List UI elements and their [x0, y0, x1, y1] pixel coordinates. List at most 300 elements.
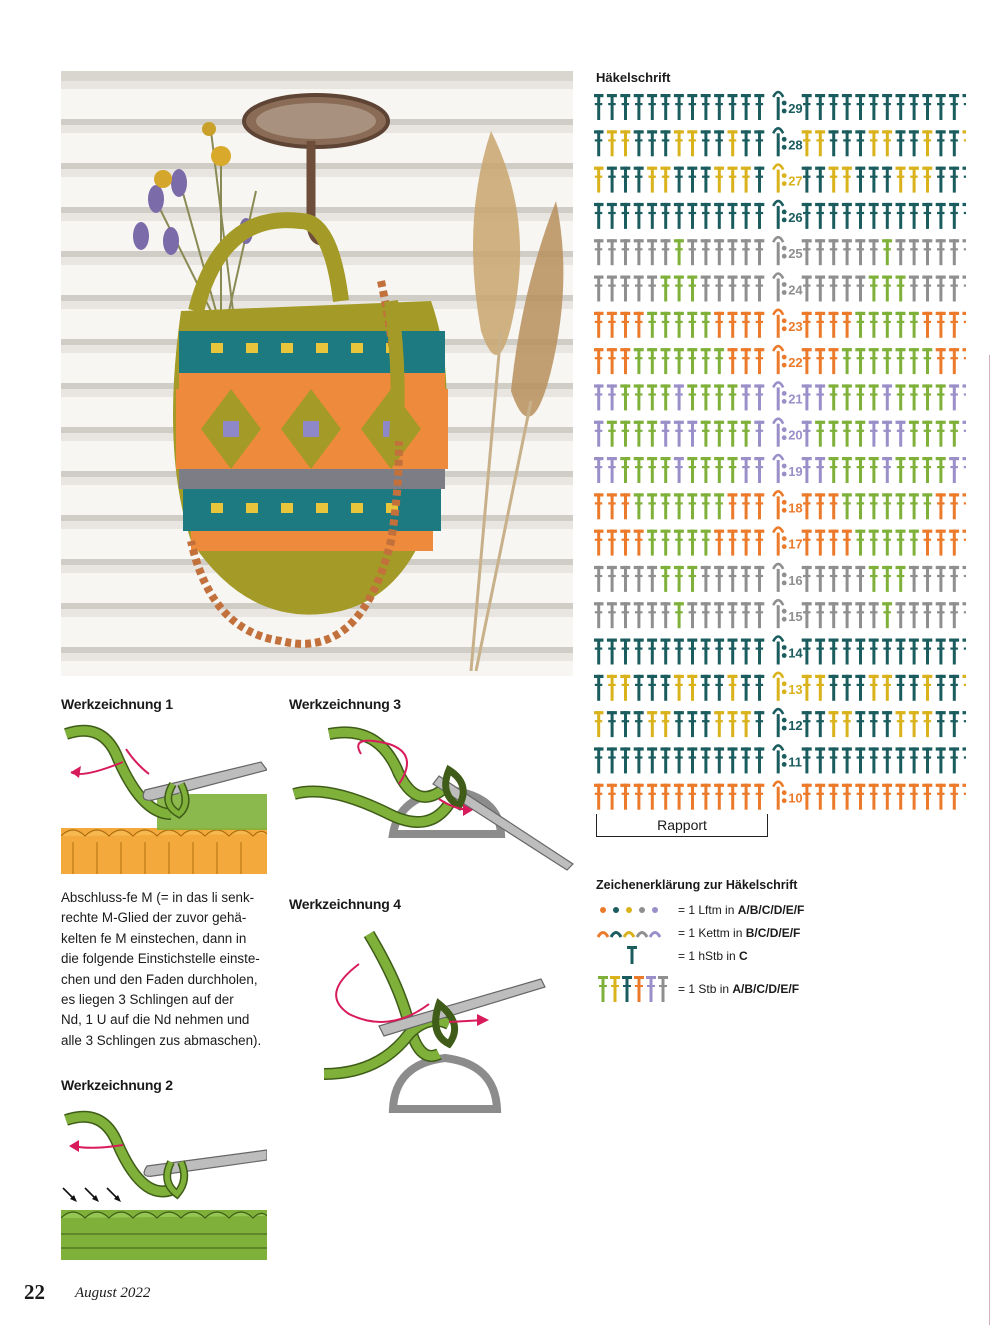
stitch-symbol — [594, 167, 604, 193]
turning-chain-symbol — [773, 455, 786, 483]
row-number: 15 — [788, 609, 803, 625]
stitch-symbol — [922, 784, 932, 810]
stitch-symbol — [714, 384, 724, 410]
stitch-symbol — [728, 639, 738, 665]
stitch-symbol — [882, 203, 892, 229]
stitch-symbol — [661, 421, 671, 447]
stitch-symbol — [728, 457, 738, 483]
stitch-symbol — [754, 130, 764, 156]
stitch-symbol — [607, 239, 617, 265]
stitch-symbol — [815, 566, 825, 592]
stitch-symbol — [909, 784, 919, 810]
stitch-symbol — [882, 675, 892, 701]
fig3-caption: Werkzeichnung 3 — [289, 696, 401, 712]
instruction-line: rechte M-Glied der zuvor gehä- — [61, 910, 247, 926]
stitch-symbol — [687, 602, 697, 628]
stitch-symbol — [701, 747, 711, 773]
legend-title: Zeichenerklärung zur Häkelschrift — [596, 878, 798, 892]
stitch-symbol — [714, 203, 724, 229]
stitch-symbol — [842, 239, 852, 265]
stitch-symbol — [728, 348, 738, 374]
stitch-symbol — [647, 348, 657, 374]
stitch-symbol — [949, 203, 959, 229]
instruction-line: chen und den Faden durchholen, — [61, 971, 258, 987]
stitch-symbol — [661, 602, 671, 628]
stitch-symbol — [815, 130, 825, 156]
stitch-symbol — [936, 602, 946, 628]
stitch-symbol — [607, 167, 617, 193]
stitch-symbol — [882, 457, 892, 483]
stitch-symbol — [909, 203, 919, 229]
turning-chain-symbol — [773, 419, 786, 447]
stitch-symbol — [963, 203, 967, 229]
stitch-symbol — [855, 130, 865, 156]
stitch-symbol — [802, 784, 812, 810]
stitch-symbol — [714, 130, 724, 156]
stitch-symbol — [963, 312, 967, 338]
stitch-symbol — [896, 348, 906, 374]
page-edge-line — [989, 355, 999, 1325]
stitch-symbol — [714, 530, 724, 556]
row-number: 26 — [788, 209, 803, 225]
legend-chain-dots — [600, 907, 658, 913]
turning-chain-symbol — [773, 709, 786, 737]
stitch-symbol — [594, 711, 604, 737]
stitch-symbol — [687, 384, 697, 410]
stitch-symbol — [882, 384, 892, 410]
stitch-symbol — [882, 348, 892, 374]
chart-row-14 — [594, 637, 966, 665]
row-number: 10 — [788, 790, 803, 806]
stitch-symbol — [829, 784, 839, 810]
stitch-symbol — [754, 421, 764, 447]
stitch-symbol — [594, 130, 604, 156]
stitch-symbol — [829, 384, 839, 410]
stitch-symbol — [842, 457, 852, 483]
stitch-symbol — [842, 348, 852, 374]
stitch-symbol — [754, 348, 764, 374]
legend-row-hstb — [678, 947, 748, 965]
chart-row-21 — [594, 382, 966, 410]
stitch-symbol — [829, 747, 839, 773]
turning-chain-symbol — [773, 165, 786, 193]
chart-row-10 — [594, 782, 966, 810]
stitch-symbol — [594, 602, 604, 628]
stitch-symbol — [909, 530, 919, 556]
stitch-symbol — [714, 167, 724, 193]
stitch-symbol — [634, 784, 644, 810]
stitch-symbol — [728, 493, 738, 519]
stitch-symbol — [594, 530, 604, 556]
stitch-symbol — [949, 348, 959, 374]
stitch-symbol — [896, 384, 906, 410]
stitch-symbol — [594, 421, 604, 447]
stitch-symbol — [855, 312, 865, 338]
stitch-symbol — [963, 239, 967, 265]
chart-row-15 — [594, 600, 966, 628]
row-number: 28 — [788, 137, 803, 153]
stitch-symbol — [607, 312, 617, 338]
stitch-symbol — [896, 94, 906, 120]
stitch-symbol — [661, 530, 671, 556]
stitch-symbol — [855, 421, 865, 447]
stitch-symbol — [728, 94, 738, 120]
fig2-caption: Werkzeichnung 2 — [61, 1077, 173, 1093]
stitch-symbol — [896, 421, 906, 447]
stitch-symbol — [815, 203, 825, 229]
stitch-symbol — [754, 747, 764, 773]
stitch-symbol — [594, 276, 604, 302]
stitch-symbol — [963, 602, 967, 628]
stitch-symbol — [802, 348, 812, 374]
row-number: 29 — [788, 101, 803, 116]
stitch-symbol — [674, 94, 684, 120]
stitch-symbol — [869, 348, 879, 374]
turning-chain-symbol — [773, 637, 786, 665]
stitch-symbol — [896, 239, 906, 265]
stitch-symbol — [607, 384, 617, 410]
stitch-symbol — [882, 530, 892, 556]
stitch-symbol — [594, 203, 604, 229]
stitch-symbol — [869, 203, 879, 229]
stitch-symbol — [634, 421, 644, 447]
stitch-symbol — [882, 239, 892, 265]
stitch-symbol — [674, 130, 684, 156]
stitch-symbol — [882, 493, 892, 519]
stitch-symbol — [855, 639, 865, 665]
stitch-symbol — [909, 239, 919, 265]
stitch-symbol — [802, 130, 812, 156]
stitch-symbol — [802, 312, 812, 338]
stitch-symbol — [728, 421, 738, 447]
row-number: 13 — [788, 681, 803, 697]
stitch-symbol — [674, 203, 684, 229]
stitch-symbol — [594, 384, 604, 410]
stitch-symbol — [963, 639, 967, 665]
stitch-symbol — [949, 639, 959, 665]
stitch-symbol — [922, 239, 932, 265]
stitch-symbol — [647, 384, 657, 410]
stitch-symbol — [687, 130, 697, 156]
stitch-symbol — [674, 784, 684, 810]
stitch-symbol — [842, 203, 852, 229]
stitch-symbol — [963, 784, 967, 810]
row-number: 21 — [788, 391, 803, 407]
stitch-symbol — [687, 421, 697, 447]
stitch-symbol — [909, 421, 919, 447]
instruction-line: es liegen 3 Schlingen auf der — [61, 992, 234, 1008]
stitch-symbol — [661, 457, 671, 483]
turning-chain-symbol — [773, 92, 786, 120]
stitch-symbol — [869, 167, 879, 193]
stitch-symbol — [842, 421, 852, 447]
stitch-symbol — [909, 747, 919, 773]
stitch-symbol — [647, 421, 657, 447]
stitch-symbol — [815, 530, 825, 556]
stitch-symbol — [674, 421, 684, 447]
stitch-symbol — [607, 457, 617, 483]
chart-row-24 — [594, 274, 966, 302]
stitch-symbol — [842, 384, 852, 410]
stitch-symbol — [661, 167, 671, 193]
stitch-symbol — [963, 493, 967, 519]
legend-bold: C — [739, 949, 748, 963]
stitch-symbol — [949, 530, 959, 556]
stitch-symbol — [815, 348, 825, 374]
stitch-symbol — [882, 167, 892, 193]
row-number: 23 — [788, 318, 803, 334]
stitch-symbol — [882, 711, 892, 737]
stitch-symbol — [802, 239, 812, 265]
stitch-symbol — [829, 312, 839, 338]
stitch-symbol — [620, 384, 630, 410]
stitch-symbol — [829, 276, 839, 302]
stitch-symbol — [963, 747, 967, 773]
stitch-symbol — [661, 675, 671, 701]
stitch-symbol — [714, 312, 724, 338]
legend-text: = 1 Kettm in — [678, 926, 746, 940]
stitch-symbol — [896, 747, 906, 773]
stitch-symbol — [869, 639, 879, 665]
turning-chain-symbol — [773, 274, 786, 302]
stitch-symbol — [594, 348, 604, 374]
stitch-symbol — [949, 384, 959, 410]
stitch-symbol — [949, 312, 959, 338]
stitch-symbol — [714, 747, 724, 773]
stitch-symbol — [687, 203, 697, 229]
stitch-symbol — [869, 94, 879, 120]
stitch-symbol — [687, 239, 697, 265]
stitch-symbol — [701, 784, 711, 810]
stitch-symbol — [661, 239, 671, 265]
stitch-symbol — [922, 747, 932, 773]
stitch-symbol — [620, 276, 630, 302]
stitch-symbol — [936, 711, 946, 737]
chart-row-26 — [594, 201, 966, 229]
stitch-symbol — [714, 493, 724, 519]
stitch-symbol — [882, 276, 892, 302]
stitch-symbol — [842, 747, 852, 773]
stitch-symbol — [741, 276, 751, 302]
stitch-symbol — [687, 566, 697, 592]
stitch-symbol — [963, 348, 967, 374]
stitch-symbol — [896, 602, 906, 628]
row-number: 25 — [788, 246, 803, 262]
stitch-symbol — [909, 566, 919, 592]
stitch-symbol — [728, 530, 738, 556]
stitch-symbol — [909, 384, 919, 410]
stitch-symbol — [963, 711, 967, 737]
stitch-symbol — [620, 493, 630, 519]
turning-chain-symbol — [773, 237, 786, 265]
stitch-symbol — [754, 384, 764, 410]
stitch-symbol — [634, 276, 644, 302]
stitch-symbol — [815, 312, 825, 338]
stitch-symbol — [802, 94, 812, 120]
stitch-symbol — [714, 276, 724, 302]
stitch-symbol — [922, 457, 932, 483]
stitch-symbol — [815, 94, 825, 120]
stitch-symbol — [802, 675, 812, 701]
stitch-symbol — [634, 457, 644, 483]
stitch-symbol — [620, 784, 630, 810]
stitch-symbol — [896, 457, 906, 483]
stitch-symbol — [647, 747, 657, 773]
stitch-symbol — [869, 239, 879, 265]
stitch-symbol — [647, 457, 657, 483]
stitch-symbol — [741, 639, 751, 665]
stitch-symbol — [909, 94, 919, 120]
stitch-symbol — [829, 566, 839, 592]
chart-row-19 — [594, 455, 966, 483]
stitch-symbol — [647, 312, 657, 338]
stitch-symbol — [701, 348, 711, 374]
stitch-symbol — [754, 493, 764, 519]
stitch-symbol — [647, 493, 657, 519]
stitch-symbol — [674, 530, 684, 556]
stitch-symbol — [714, 239, 724, 265]
stitch-symbol — [869, 421, 879, 447]
instruction-line: alle 3 Schlingen zus abmaschen). — [61, 1032, 262, 1048]
stitch-symbol — [728, 747, 738, 773]
stitch-symbol — [949, 784, 959, 810]
stitch-symbol — [607, 784, 617, 810]
stitch-symbol — [829, 167, 839, 193]
stitch-symbol — [936, 530, 946, 556]
stitch-symbol — [802, 167, 812, 193]
stitch-symbol — [815, 784, 825, 810]
stitch-symbol — [754, 784, 764, 810]
stitch-symbol — [936, 348, 946, 374]
stitch-symbol — [728, 384, 738, 410]
stitch-symbol — [594, 239, 604, 265]
stitch-symbol — [922, 493, 932, 519]
stitch-symbol — [701, 94, 711, 120]
stitch-symbol — [634, 167, 644, 193]
stitch-symbol — [634, 675, 644, 701]
stitch-symbol — [922, 675, 932, 701]
stitch-symbol — [714, 457, 724, 483]
stitch-symbol — [687, 457, 697, 483]
stitch-symbol — [802, 711, 812, 737]
stitch-symbol — [714, 675, 724, 701]
stitch-symbol — [855, 493, 865, 519]
stitch-symbol — [728, 276, 738, 302]
chart-row-18 — [594, 491, 966, 519]
stitch-symbol — [714, 602, 724, 628]
stitch-symbol — [963, 130, 967, 156]
figure-1-illustration — [61, 724, 267, 874]
stitch-symbol — [922, 203, 932, 229]
stitch-symbol — [909, 312, 919, 338]
stitch-symbol — [661, 784, 671, 810]
stitch-symbol — [882, 421, 892, 447]
stitch-symbol — [714, 566, 724, 592]
stitch-symbol — [674, 602, 684, 628]
stitch-symbol — [647, 675, 657, 701]
stitch-symbol — [634, 239, 644, 265]
stitch-symbol — [647, 639, 657, 665]
stitch-symbol — [855, 747, 865, 773]
stitch-symbol — [802, 493, 812, 519]
stitch-symbol — [620, 130, 630, 156]
stitch-symbol — [714, 421, 724, 447]
stitch-symbol — [842, 276, 852, 302]
stitch-symbol — [829, 130, 839, 156]
instruction-line: kelten fe M einstechen, dann in — [61, 930, 247, 946]
stitch-symbol — [909, 130, 919, 156]
stitch-symbol — [936, 276, 946, 302]
row-number: 18 — [788, 500, 803, 516]
stitch-symbol — [815, 711, 825, 737]
stitch-symbol — [842, 167, 852, 193]
stitch-symbol — [842, 566, 852, 592]
stitch-symbol — [829, 239, 839, 265]
stitch-symbol — [869, 747, 879, 773]
turning-chain-symbol — [773, 745, 786, 773]
stitch-symbol — [634, 312, 644, 338]
stitch-symbol — [909, 457, 919, 483]
stitch-symbol — [855, 784, 865, 810]
stitch-symbol — [620, 421, 630, 447]
stitch-symbol — [661, 312, 671, 338]
stitch-symbol — [701, 493, 711, 519]
stitch-symbol — [620, 167, 630, 193]
stitch-symbol — [869, 276, 879, 302]
stitch-symbol — [687, 167, 697, 193]
stitch-symbol — [634, 639, 644, 665]
stitch-symbol — [647, 602, 657, 628]
stitch-symbol — [674, 276, 684, 302]
stitch-symbol — [936, 457, 946, 483]
stitch-symbol — [815, 167, 825, 193]
stitch-symbol — [949, 130, 959, 156]
stitch-symbol — [855, 530, 865, 556]
legend-text: = 1 hStb in — [678, 949, 740, 963]
stitch-symbol — [815, 602, 825, 628]
stitch-symbol — [661, 747, 671, 773]
stitch-symbol — [661, 566, 671, 592]
stitch-symbol — [647, 566, 657, 592]
stitch-symbol — [896, 675, 906, 701]
stitch-symbol — [741, 566, 751, 592]
stitch-symbol — [842, 94, 852, 120]
stitch-symbol — [607, 130, 617, 156]
stitch-symbol — [607, 94, 617, 120]
stitch-symbol — [607, 602, 617, 628]
fig1-caption: Werkzeichnung 1 — [61, 696, 173, 712]
stitch-symbol — [855, 167, 865, 193]
stitch-symbol — [815, 639, 825, 665]
legend-hstb-symbol — [627, 946, 637, 964]
stitch-symbol — [949, 747, 959, 773]
stitch-symbol — [674, 493, 684, 519]
stitch-symbol — [815, 239, 825, 265]
stitch-symbol — [869, 384, 879, 410]
stitch-symbol — [855, 457, 865, 483]
stitch-symbol — [922, 711, 932, 737]
legend-row-kettm — [678, 924, 800, 942]
stitch-symbol — [594, 639, 604, 665]
stitch-symbol — [687, 530, 697, 556]
stitch-symbol — [963, 675, 967, 701]
stitch-symbol — [949, 457, 959, 483]
stitch-symbol — [909, 348, 919, 374]
stitch-symbol — [963, 167, 967, 193]
stitch-symbol — [620, 239, 630, 265]
stitch-symbol — [922, 167, 932, 193]
row-number: 16 — [788, 572, 803, 588]
